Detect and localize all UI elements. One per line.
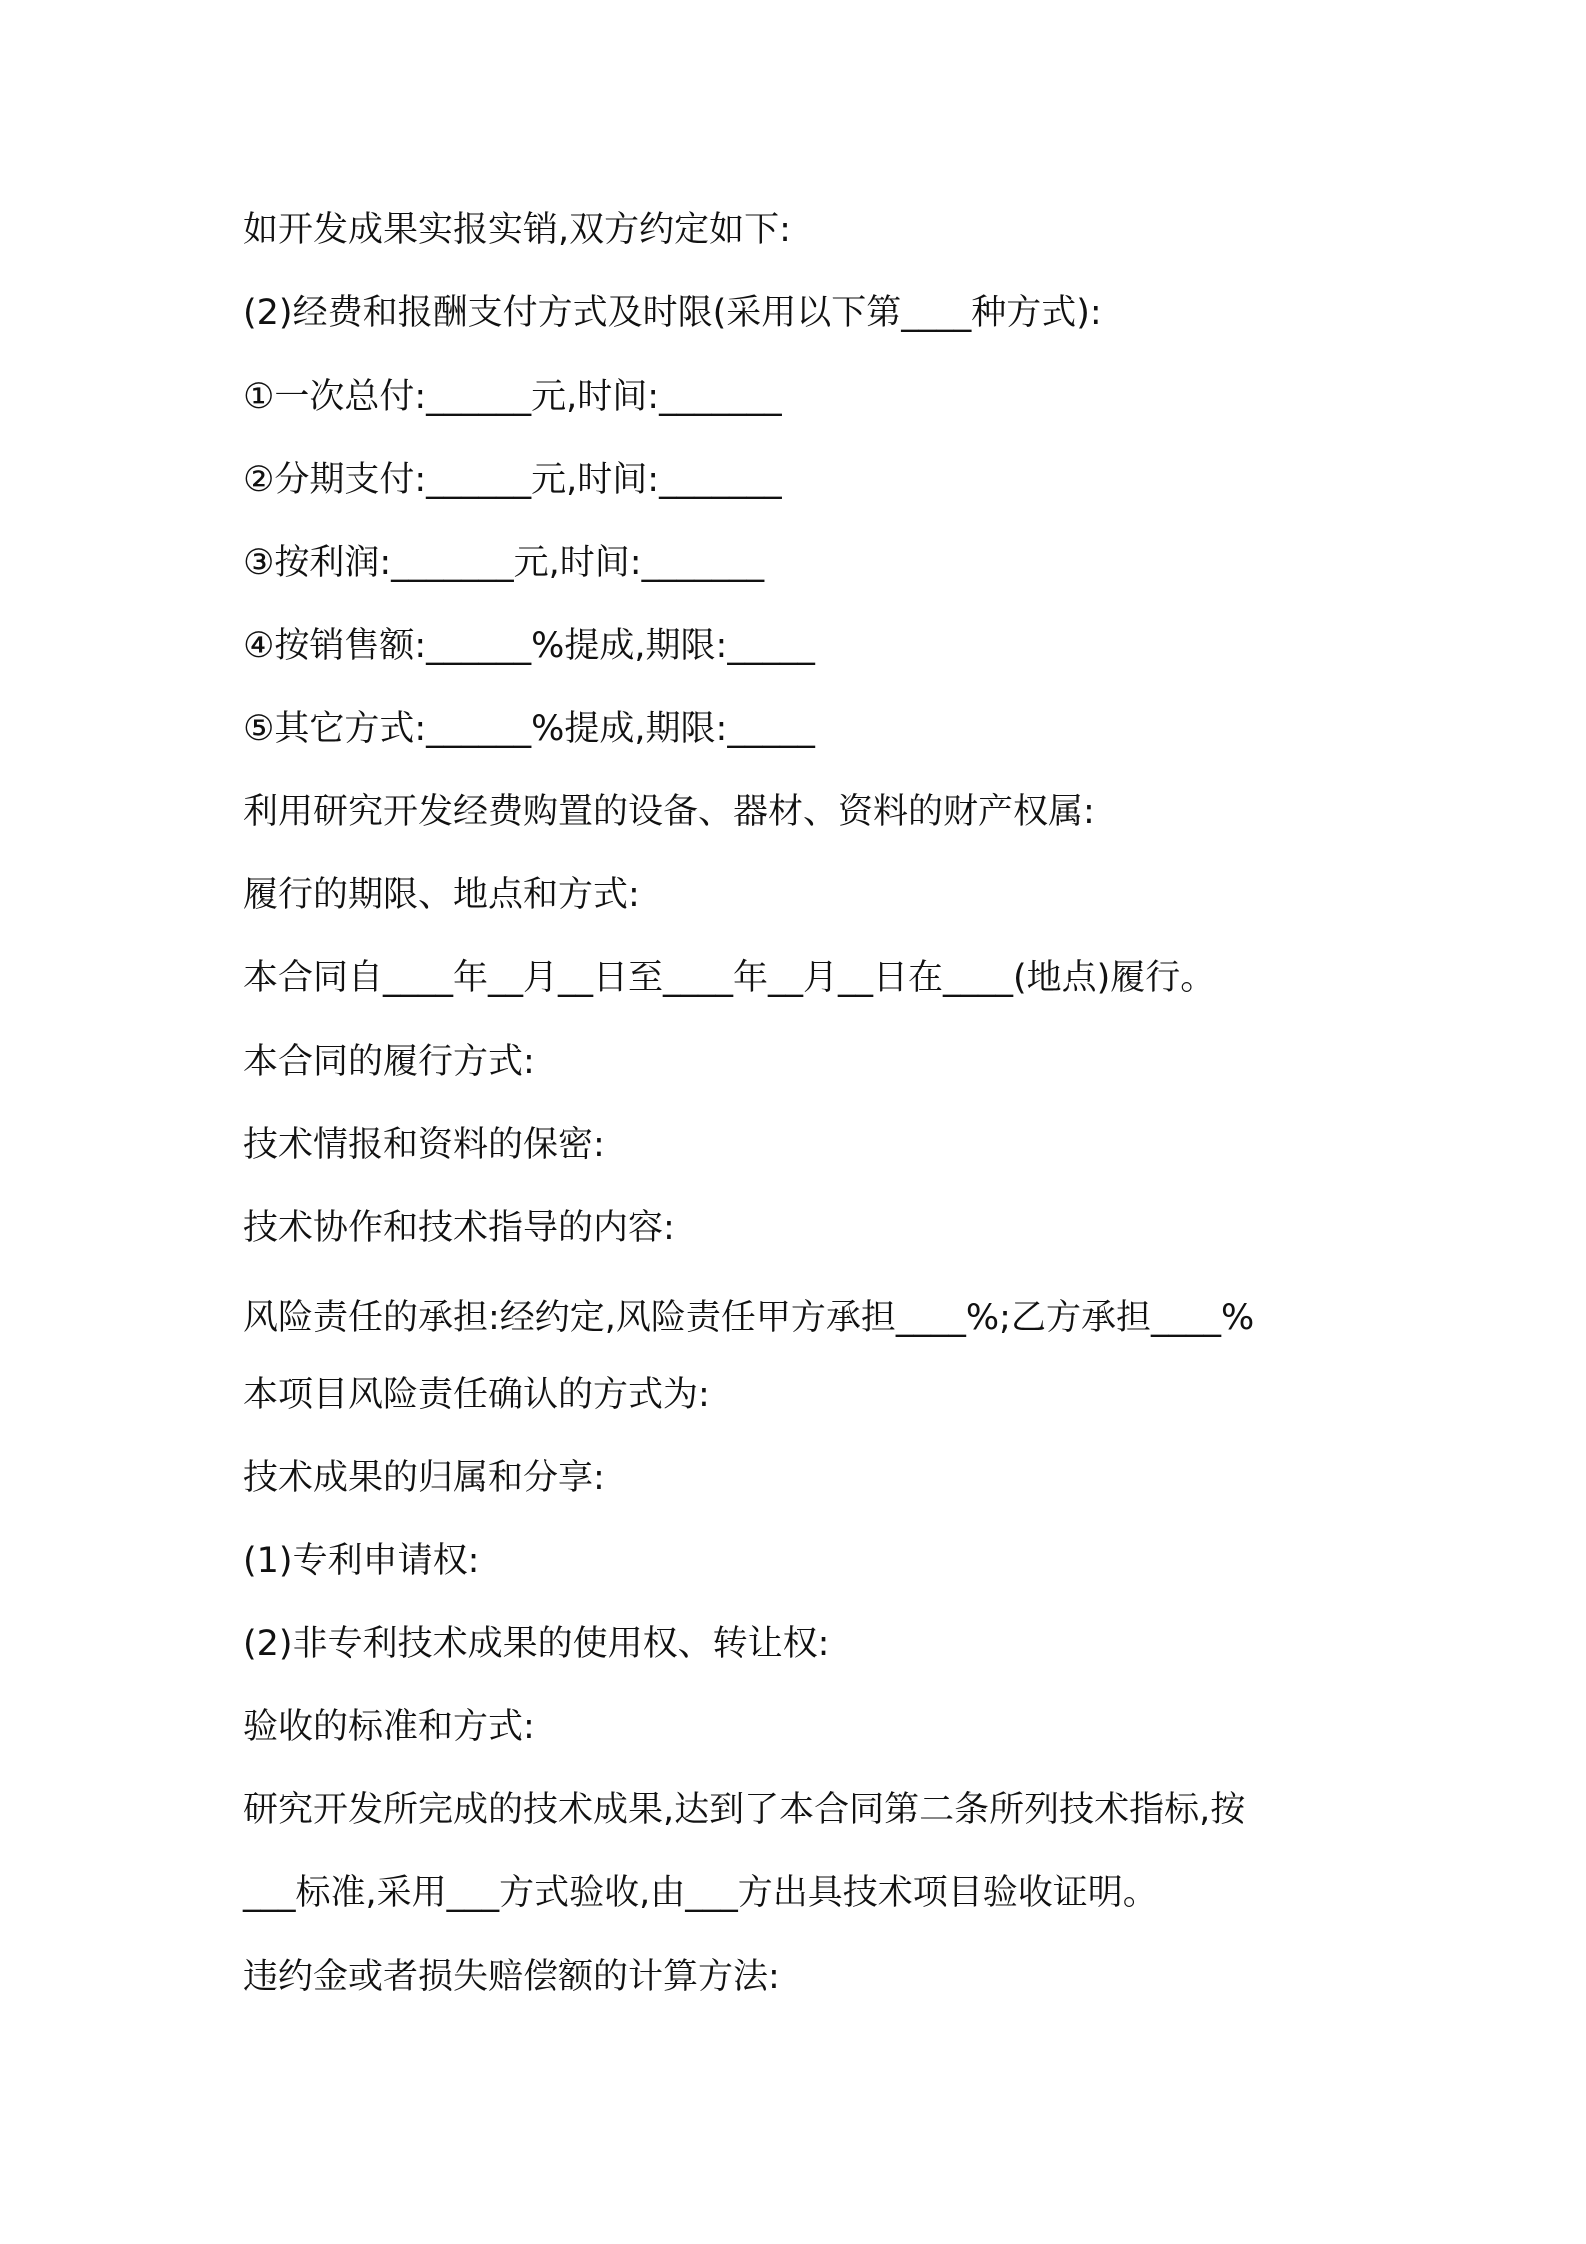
text-line: 如开发成果实报实销,双方约定如下:: [243, 210, 791, 250]
text-line: ④按销售额:______%提成,期限:_____: [243, 626, 815, 666]
text-line: 违约金或者损失赔偿额的计算方法:: [243, 1957, 780, 1997]
text-line: 研究开发所完成的技术成果,达到了本合同第二条所列技术指标,按: [243, 1790, 1246, 1830]
text-line: ③按利润:_______元,时间:_______: [243, 543, 765, 583]
text-line: 风险责任的承担:经约定,风险责任甲方承担____%;乙方承担____%: [243, 1298, 1255, 1338]
text-line: (1)专利申请权:: [243, 1541, 480, 1581]
text-line: 利用研究开发经费购置的设备、器材、资料的财产权属:: [243, 792, 1095, 832]
text-line: 本项目风险责任确认的方式为:: [243, 1375, 710, 1415]
text-line: ②分期支付:______元,时间:_______: [243, 460, 782, 500]
text-line: 履行的期限、地点和方式:: [243, 875, 640, 915]
text-line: 技术情报和资料的保密:: [243, 1125, 605, 1165]
text-line: 技术协作和技术指导的内容:: [243, 1208, 675, 1248]
text-line: 验收的标准和方式:: [243, 1707, 535, 1747]
text-line: ⑤其它方式:______%提成,期限:_____: [243, 709, 815, 749]
text-line: (2)经费和报酬支付方式及时限(采用以下第____种方式):: [243, 293, 1102, 333]
text-line: ___标准,采用___方式验收,由___方出具技术项目验收证明。: [243, 1873, 1158, 1913]
text-line: 技术成果的归属和分享:: [243, 1458, 605, 1498]
text-line: 本合同的履行方式:: [243, 1042, 535, 1082]
text-line: (2)非专利技术成果的使用权、转让权:: [243, 1624, 830, 1664]
text-line: 本合同自____年__月__日至____年__月__日在____(地点)履行。: [243, 958, 1216, 998]
text-line: ①一次总付:______元,时间:_______: [243, 377, 782, 417]
